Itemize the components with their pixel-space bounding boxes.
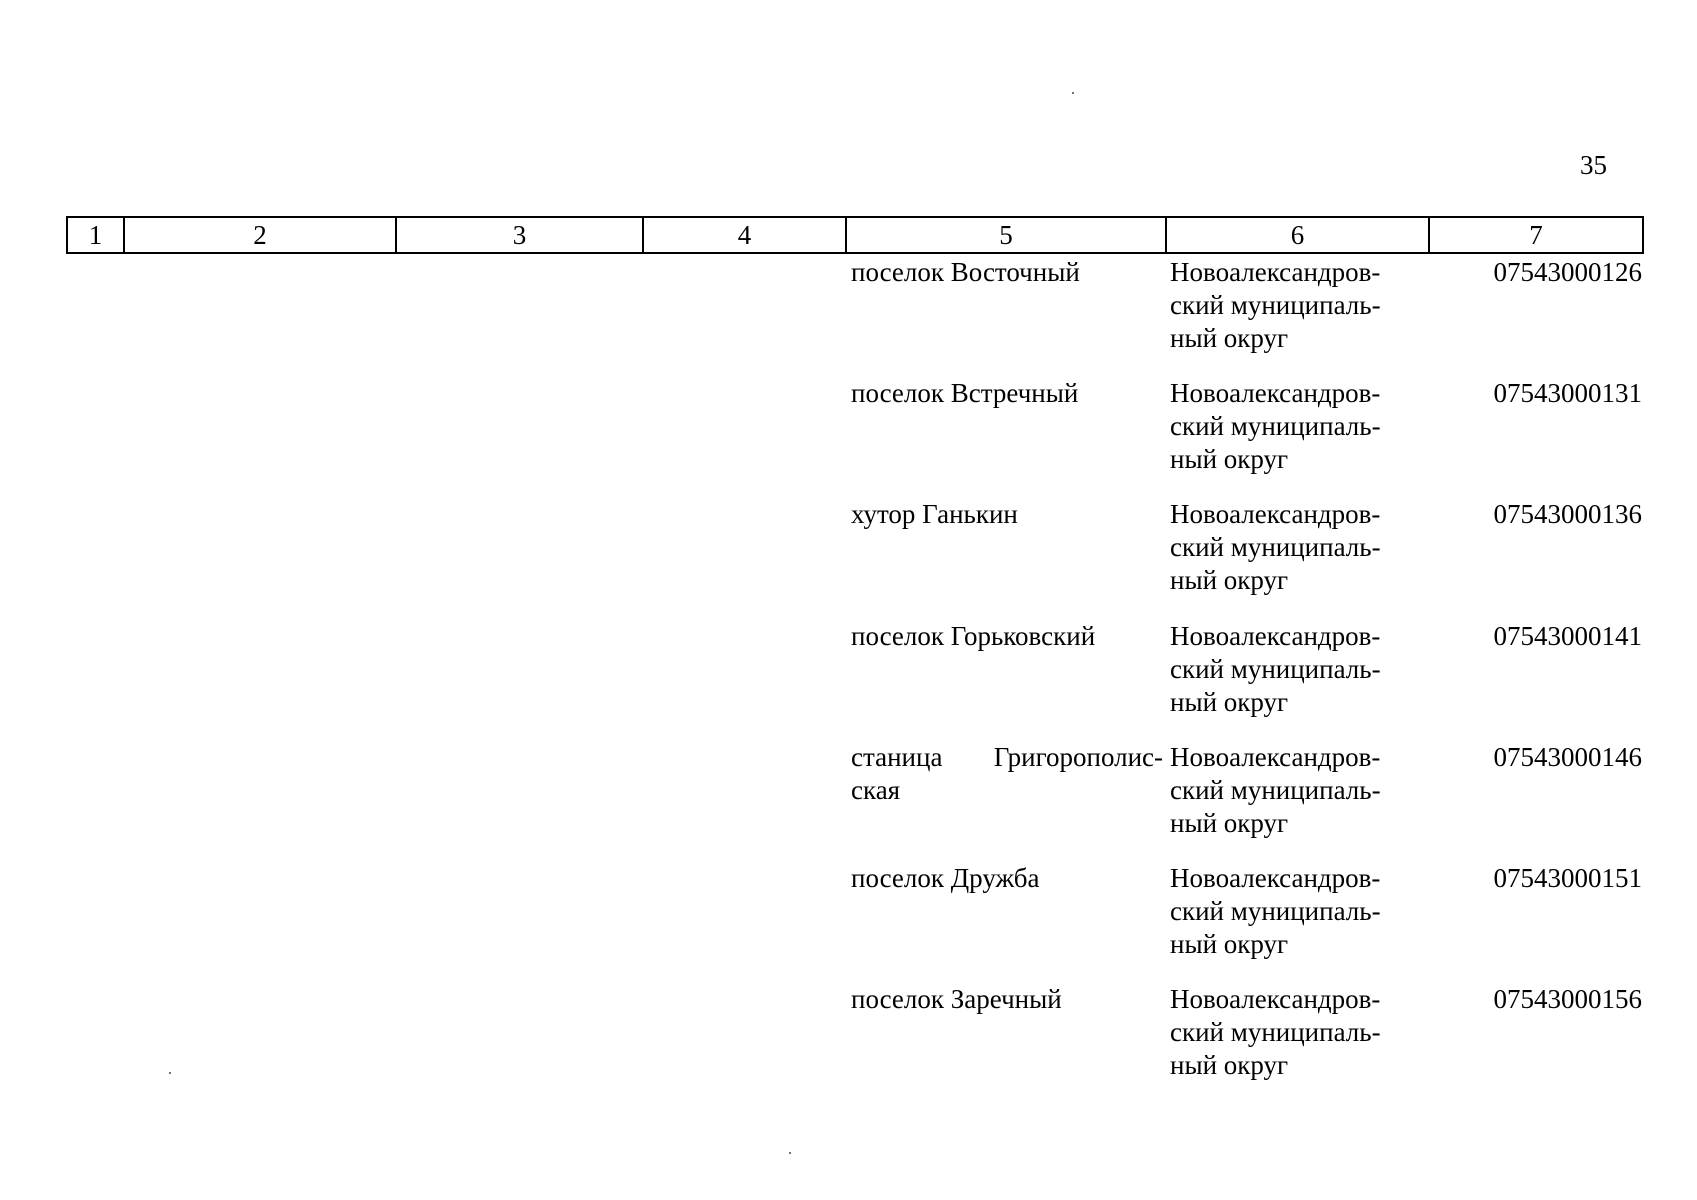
oktmo-code: 07543000156 [1493,984,1642,1014]
table-row [0,498,1697,608]
municipal-district: Новоалександров- ский муниципаль- ный округ [1170,257,1381,353]
municipal-district: Новоалександров- ский муниципаль- ный округ [1170,378,1381,474]
settlement-name: станица Григорополис-ская [851,742,1163,805]
municipal-district: Новоалександров- ский муниципаль- ный округ [1170,984,1381,1080]
table-row [0,983,1697,1093]
settlement-name: поселок Горьковский [851,621,1096,651]
oktmo-code: 07543000136 [1493,499,1642,529]
table-row [0,862,1697,972]
scan-speck [1072,92,1074,94]
table-row [0,256,1697,366]
column-number-5: 5 [846,217,1166,253]
municipal-district: Новоалександров- ский муниципаль- ный округ [1170,742,1381,838]
settlement-name: поселок Восточный [851,257,1080,287]
municipal-district: Новоалександров- ский муниципаль- ный округ [1170,499,1381,595]
table-row [0,377,1697,487]
municipal-district: Новоалександров- ский муниципаль- ный округ [1170,621,1381,717]
column-number-7: 7 [1429,217,1643,253]
municipal-district: Новоалександров- ский муниципаль- ный округ [1170,863,1381,959]
oktmo-code: 07543000151 [1493,863,1642,893]
column-number-header [66,216,1644,254]
table-row [0,741,1697,851]
column-number-3: 3 [396,217,643,253]
settlement-name: поселок Заречный [851,984,1062,1014]
page-number: 35 [1580,150,1607,180]
settlement-name: хутор Ганькин [851,499,1018,529]
settlement-name: поселок Дружба [851,863,1040,893]
column-number-1: 1 [67,217,124,253]
table-row [0,620,1697,730]
column-number-6: 6 [1166,217,1429,253]
column-number-2: 2 [124,217,396,253]
settlement-name: поселок Встречный [851,378,1079,408]
oktmo-code: 07543000141 [1493,621,1642,651]
column-number-4: 4 [643,217,846,253]
oktmo-code: 07543000131 [1493,378,1642,408]
scan-speck [789,1152,791,1154]
scan-speck [169,1072,171,1074]
oktmo-code: 07543000126 [1493,257,1642,287]
oktmo-code: 07543000146 [1493,742,1642,772]
